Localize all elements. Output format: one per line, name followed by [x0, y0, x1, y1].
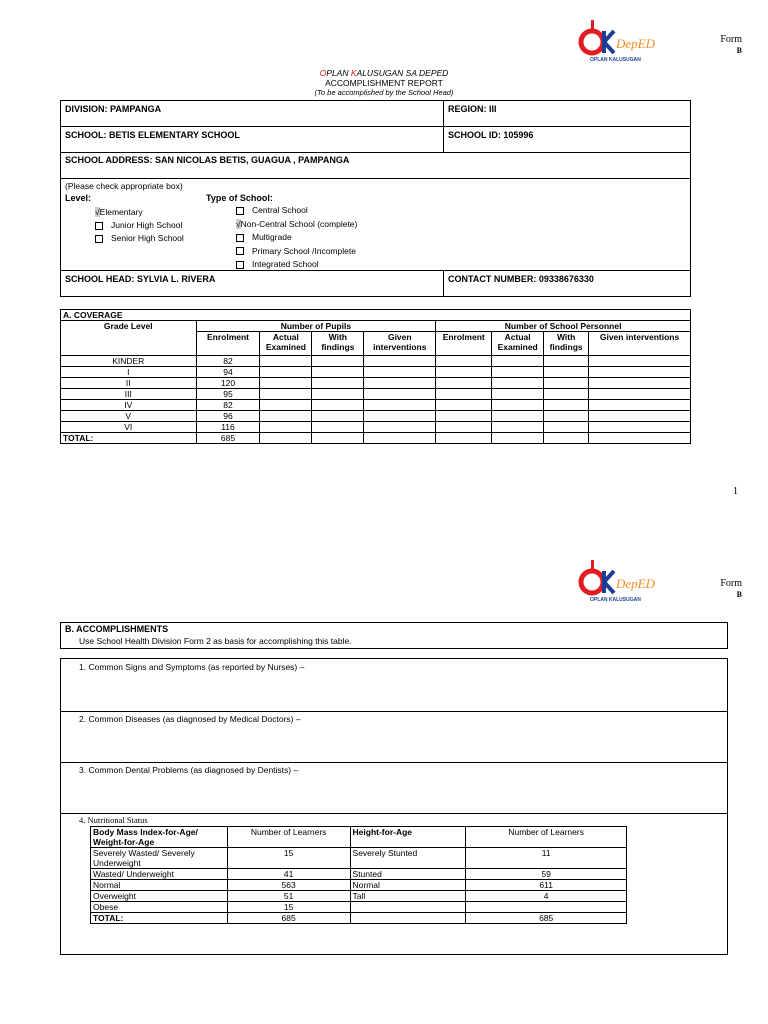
table-row: V 96: [61, 411, 691, 422]
learners-header: Number of Learners: [466, 827, 627, 848]
type-option-primary[interactable]: Primary School /Incomplete: [236, 245, 357, 259]
col-header: Given interventions: [364, 332, 436, 356]
contact-number-field: CONTACT NUMBER: 09338676330: [448, 274, 594, 284]
school-address-field: SCHOOL ADDRESS: SAN NICOLAS BETIS, GUAGUA , PAMPANGA: [65, 155, 350, 165]
table-row: III 95: [61, 389, 691, 400]
svg-text:OPLAN KALUSUGAN: OPLAN KALUSUGAN: [590, 597, 641, 603]
deped-logo: [578, 560, 668, 608]
deped-logo: [578, 20, 668, 68]
svg-text:DepED: DepED: [616, 36, 655, 51]
checkbox[interactable]: [236, 234, 244, 242]
table-row: Obese 15: [91, 902, 627, 913]
accomplishments-title: B. ACCOMPLISHMENTS: [65, 624, 169, 634]
svg-text:OPLAN KALUSUGAN: OPLAN KALUSUGAN: [590, 57, 641, 63]
total-row: TOTAL: 685 685: [91, 913, 627, 924]
total-row: TOTAL: 685: [61, 433, 691, 444]
personnel-header: Number of School Personnel: [436, 321, 691, 332]
level-options: [95, 206, 184, 245]
table-row: II 120: [61, 378, 691, 389]
level-label: Level:: [65, 193, 92, 203]
type-label: Type of School:: [206, 193, 273, 203]
check-mark: √: [236, 218, 241, 229]
form-label-line2: B: [736, 46, 742, 55]
level-option-junior-high[interactable]: Junior High School: [95, 219, 184, 232]
form-label: [708, 34, 742, 56]
region-field: REGION: III: [448, 104, 497, 114]
pupils-header: Number of Pupils: [196, 321, 436, 332]
diseases-item: 2. Common Diseases (as diagnosed by Medical Doctors) –: [79, 714, 301, 724]
level-option-senior-high[interactable]: Senior High School: [95, 232, 184, 245]
checkbox[interactable]: [95, 222, 103, 230]
table-row: Severely Wasted/ Severely Underweight 15 Severely Stunted 11: [91, 848, 627, 869]
form-label: [708, 578, 742, 600]
hfa-header: Height-for-Age: [350, 827, 466, 848]
type-option-integrated[interactable]: Integrated School: [236, 258, 357, 272]
grade-level-header: Grade Level: [61, 321, 197, 356]
check-note: (Please check appropriate box): [65, 181, 183, 191]
col-header: Actual Examined: [492, 332, 544, 356]
school-field: SCHOOL: BETIS ELEMENTARY SCHOOL: [65, 130, 240, 140]
coverage-title: A. COVERAGE: [61, 310, 691, 321]
bmi-header: Body Mass Index-for-Age/ Weight-for-Age: [91, 827, 228, 848]
program-title: OPLAN KALUSUGAN SA DEPED: [319, 68, 449, 78]
col-header: Enrolment: [436, 332, 492, 356]
checkbox[interactable]: [236, 207, 244, 215]
type-options: [236, 204, 357, 272]
learners-header: Number of Learners: [227, 827, 350, 848]
division-field: DIVISION: PAMPANGA: [65, 104, 162, 114]
type-option-central[interactable]: Central School: [236, 204, 357, 218]
page-number: 1: [733, 486, 738, 497]
col-header: Actual Examined: [260, 332, 312, 356]
col-header: Enrolment: [196, 332, 260, 356]
accomplishments-note: Use School Health Division Form 2 as basis for accomplishing this table.: [79, 636, 352, 646]
table-row: Normal 563 Normal 611: [91, 880, 627, 891]
table-row: Wasted/ Underweight 41 Stunted 59: [91, 869, 627, 880]
table-row: I 94: [61, 367, 691, 378]
checkbox[interactable]: [236, 261, 244, 269]
svg-text:DepED: DepED: [616, 576, 655, 591]
table-row: VI 116: [61, 422, 691, 433]
type-option-non-central[interactable]: √Non-Central School (complete): [236, 218, 358, 229]
report-subtitle: ACCOMPLISHMENT REPORT: [325, 78, 443, 88]
col-header: Given interventions: [589, 332, 691, 356]
table-row: KINDER 82: [61, 356, 691, 367]
col-header: With findings: [312, 332, 364, 356]
coverage-table: [60, 309, 691, 444]
table-row: IV 82: [61, 400, 691, 411]
form-label-line2: B: [736, 590, 742, 599]
nutritional-status-label: 4. Nutritional Status: [79, 815, 148, 825]
form-label-line1: Form: [720, 578, 742, 589]
col-header: With findings: [544, 332, 589, 356]
nutritional-status-table: [90, 826, 627, 924]
dental-problems-item: 3. Common Dental Problems (as diagnosed by Dentists) –: [79, 765, 299, 775]
form-label-line1: Form: [720, 34, 742, 45]
checkbox[interactable]: [95, 235, 103, 243]
level-option-elementary[interactable]: √Elementary: [95, 207, 143, 217]
type-option-multigrade[interactable]: Multigrade: [236, 231, 357, 245]
checkbox[interactable]: [236, 247, 244, 255]
check-mark: √: [95, 207, 100, 217]
school-head-field: SCHOOL HEAD: SYLVIA L. RIVERA: [65, 274, 216, 284]
report-header: [234, 68, 534, 98]
school-id-field: SCHOOL ID: 105996: [448, 130, 534, 140]
table-row: Overweight 51 Tall 4: [91, 891, 627, 902]
signs-symptoms-item: 1. Common Signs and Symptoms (as reported by Nurses) –: [79, 662, 305, 672]
report-note: (To be accomplished by the School Head): [314, 88, 454, 97]
